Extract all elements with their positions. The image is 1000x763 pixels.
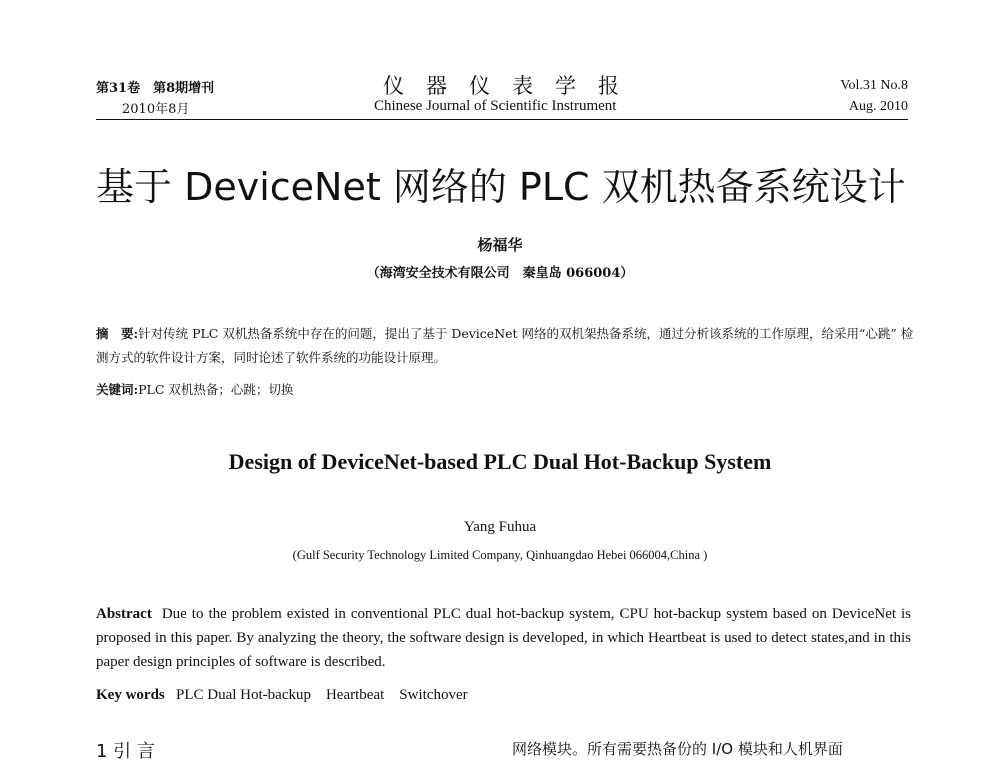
author-cn: 杨福华 [477,236,523,254]
section-heading-introduction: 1 引 言 [96,741,155,762]
abstract-cn-text: 针对传统 PLC 双机热备系统中存在的问题，提出了基于 DeviceNet 网络的双机架热备系统，通过分析该系统的工作原理，给采用“心跳” 检测方式的软件设计方案，同时论述了软件系统的功能设计原理。 [96,326,914,365]
journal-title-cn: 仪器仪表学报 [383,74,641,98]
abstract-cn [96,322,916,370]
header-volume-issue-cn: 第31卷 第8期增刊 [96,81,215,96]
keywords-en-text: PLC Dual Hot-backup Heartbeat Switchover [176,687,468,703]
header-date-cn: 2010年8月 [122,102,190,117]
paper-title-en: Design of DeviceNet-based PLC Dual Hot-Backup System [228,449,772,474]
keywords-cn [96,380,293,398]
affiliation-en: (Gulf Security Technology Limited Company, Qinhuangdao Hebei 066004,China ) [292,548,708,562]
paper-title-cn: 基于 DeviceNet 网络的 PLC 双机热备系统设计 [96,165,906,209]
abstract-en-text: Due to the problem existed in conventional PLC dual hot-backup system, CPU hot-backup system based on DeviceNet is proposed in this paper. By analyzing the theory, the software design is developed, in which Heartbeat is used to detect states,and in this paper design principles of software is described. [96,606,912,670]
header-date-en: Aug. 2010 [848,99,908,114]
keywords-cn-label: 关键词: [96,382,139,397]
author-en: Yang Fuhua [463,519,537,535]
abstract-en [96,602,911,674]
abstract-cn-label: 摘 要: [96,326,139,341]
abstract-en-label: Abstract [96,606,152,622]
journal-title-en: Chinese Journal of Scientific Instrument [374,98,617,114]
affiliation-cn: （海湾安全技术有限公司 秦皇岛 066004） [366,266,634,281]
body-text-column-2: 网络模块。所有需要热备份的 I/O 模块和人机界面 [512,740,843,758]
header-volume-issue-en: Vol.31 No.8 [840,78,908,93]
header-rule [96,119,908,120]
keywords-cn-text: PLC 双机热备；心跳；切换 [138,382,294,397]
keywords-en-label: Key words [96,687,165,703]
keywords-en [96,683,468,704]
